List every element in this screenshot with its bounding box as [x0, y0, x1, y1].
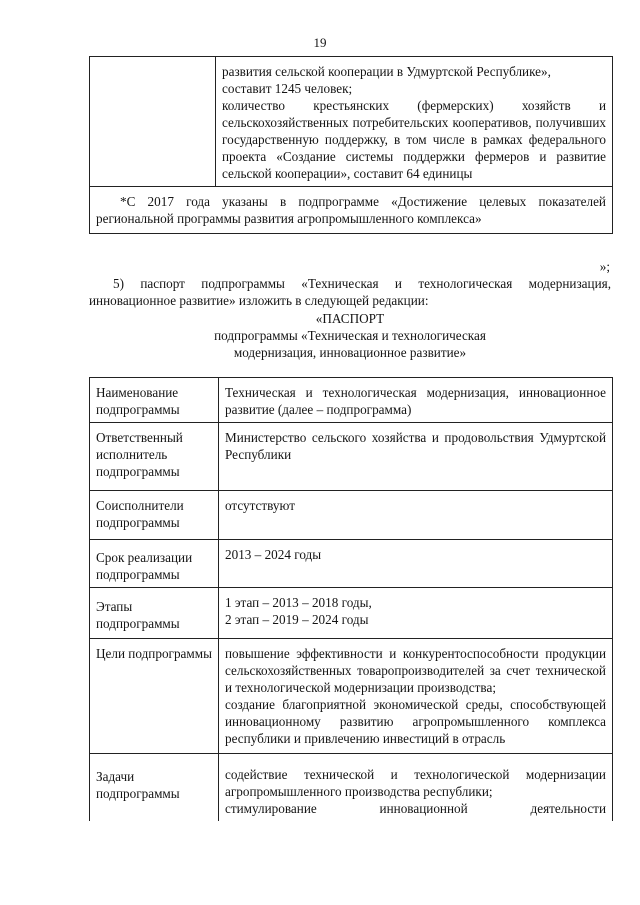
heading-line-3: модернизация, инновационное развитие»: [233, 345, 467, 360]
row-tasks: [90, 754, 612, 821]
heading-line-2: подпрограммы «Техническая и технологическая: [214, 328, 486, 343]
continuation-line-2: составит 1245 человек;: [222, 81, 353, 96]
footnote: *С 2017 года указаны в подпрограмме «Достижение целевых показателей региональной программы развития агропромышленного комплекса»: [90, 187, 612, 234]
row-name: [90, 378, 612, 423]
stage-line: 1 этап – 2013 – 2018 годы,: [225, 595, 372, 610]
passport-heading: [89, 310, 611, 361]
row-goals: [90, 639, 612, 754]
row-value: Техническая и технологическая модернизация, инновационное развитие (далее – подпрограмма): [225, 385, 606, 417]
passport-table: [89, 377, 613, 821]
row-label: Этапы подпрограммы: [90, 588, 219, 638]
goal-line: повышение эффективности и конкурентоспособности продукции сельскохозяйственных товаропроизводителей за счет технической и технологической модернизации производства;: [225, 646, 606, 695]
row-value: [219, 754, 612, 821]
row-term: [90, 540, 612, 588]
row-label: Цели подпрограммы: [90, 639, 219, 753]
intro-text: 5) паспорт подпрограммы «Техническая и технологическая модернизация, инновационное развитие» изложить в следующей редакции:: [89, 276, 611, 308]
continuation-row: [90, 57, 612, 187]
row-stages: [90, 588, 612, 639]
intro-paragraph: [89, 275, 611, 309]
row-label: Ответственный исполнитель подпрограммы: [90, 423, 219, 490]
page-number: 19: [313, 35, 327, 50]
heading-line-1: «ПАСПОРТ: [315, 311, 385, 326]
continuation-label-cell: [90, 57, 216, 186]
continuation-table: [89, 56, 613, 234]
continuation-value-cell: [216, 57, 612, 186]
row-value: 2013 – 2024 годы: [225, 547, 322, 562]
row-label: Срок реализации подпрограммы: [90, 540, 219, 587]
continuation-line-1: развития сельской кооперации в Удмуртской Республике»,: [222, 64, 551, 79]
row-label: Задачи подпрограммы: [90, 754, 219, 821]
row-value: отсутствуют: [225, 498, 295, 513]
row-value: [219, 588, 612, 638]
task-line: содействие технической и технологической модернизации агропромышленного производства республики;: [225, 767, 606, 799]
task-line: стимулирование инновационной деятельности: [225, 801, 606, 816]
row-label: Соисполнители подпрограммы: [90, 491, 219, 539]
row-coexecutors: [90, 491, 612, 540]
row-value: [219, 639, 612, 753]
continuation-line-3: количество крестьянских (фермерских) хозяйств и сельскохозяйственных потребительских кооперативов, получивших государственную поддержку, в том числе в рамках федерального проекта «Создание системы поддержки фермеров и развитие сельской кооперации», составит 64 единицы: [222, 98, 606, 181]
stage-line: 2 этап – 2019 – 2024 годы: [225, 612, 369, 627]
goal-line: создание благоприятной экономической среды, способствующей инновационному развитию агропромышленного комплекса республики и привлечению инвестиций в отрасль: [225, 697, 606, 746]
row-executor: [90, 423, 612, 491]
closing-quote: »;: [599, 259, 610, 274]
row-label: Наименование подпрограммы: [90, 378, 219, 422]
row-value: Министерство сельского хозяйства и продовольствия Удмуртской Республики: [225, 430, 606, 462]
